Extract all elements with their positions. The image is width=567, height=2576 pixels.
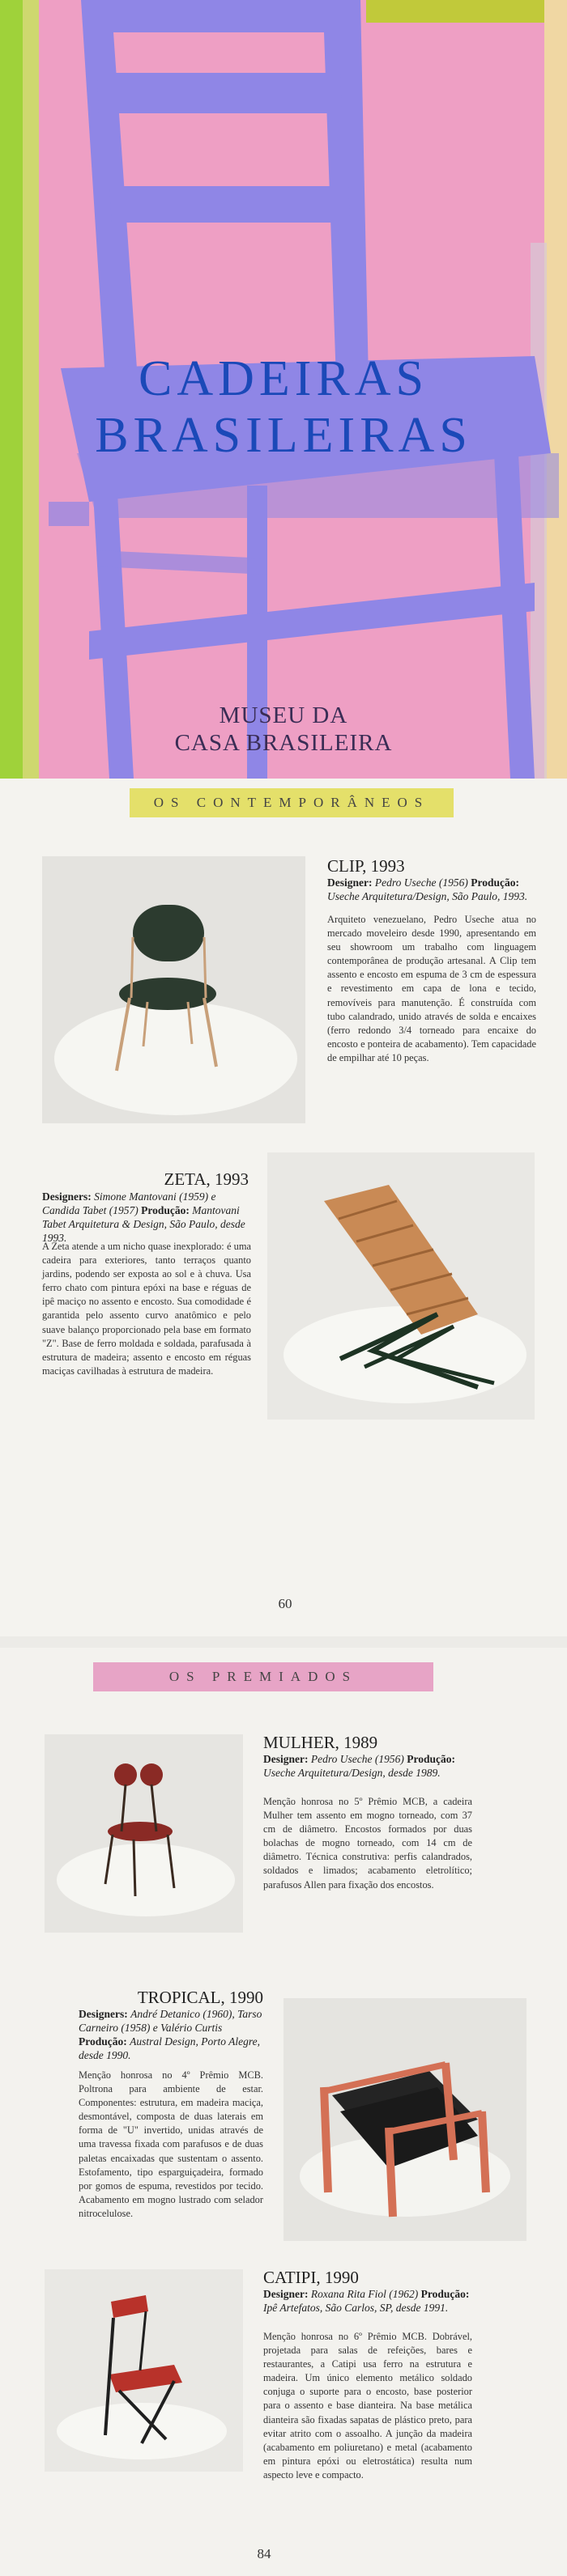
- clip-production-label: Produção:: [471, 876, 519, 889]
- clip-credits: [327, 876, 536, 903]
- mulher-credits: [263, 1752, 474, 1780]
- catipi-chair-photo: [45, 2269, 243, 2472]
- page-84: [0, 1648, 567, 2576]
- catipi-title: CATIPI, 1990: [263, 2268, 359, 2287]
- cover-publisher-line2: CASA BRASILEIRA: [174, 730, 393, 756]
- zeta-title: ZETA, 1993: [164, 1169, 249, 1189]
- clip-designers: Pedro Useche (1956): [374, 876, 468, 889]
- catipi-designers: Roxana Rita Fiol (1962): [310, 2288, 419, 2300]
- tropical-production: Austral Design, Porto Alegre, desde 1990.: [79, 2035, 260, 2061]
- catipi-description: Menção honrosa no 6º Prêmio MCB. Dobrável, projetada para salas de refeições, bares e restaurantes, a Catipi usa ferro na estrutura e madeira. Um único elemento metálico soldado conjuga o suporte para o encosto, base posterior para o assento e base dianteira. Na base metálica dianteira são fixadas sapatas de plástico preto, para evitar atrito com o assoalho. A junção da madeira (acabamento em poliuretano) e metal (acabamento em pintura epóxi ou eletrostática) resulta num aspecto leve e compacto.: [263, 2331, 472, 2481]
- tropical-production-label: Produção:: [79, 2035, 127, 2048]
- mulher-chair-photo: [45, 1734, 243, 1933]
- book-cover: [0, 0, 567, 779]
- catipi-production-label: Produção:: [420, 2288, 470, 2300]
- zeta-description: A Zeta atende a um nicho quase inexplorado: é uma cadeira para exteriores, tanto terraços quanto jardins, podendo ser exposta ao sol e à chuva. Usa ferro chato com pintura epóxi na base e réguas de ipê maciço no assento e encosto. Sua comodidade é garantida pelo assento curvo anatômico e pelo suave balanço proporcionado pela base em formato "Z". Base de ferro moldada e soldada, parafusada à estrutura de madeira; assento e encosto em réguas maciças cavilhadas à estrutura de madeira.: [42, 1241, 251, 1377]
- section-band-contemporaneos: OS CONTEMPORÂNEOS: [130, 788, 454, 817]
- cover-title-line1: CADEIRAS: [138, 351, 429, 406]
- mulher-production-label: Produção:: [407, 1753, 455, 1765]
- tropical-description: Menção honrosa no 4º Prêmio MCB. Poltrona para ambiente de estar. Componentes: estrutura, em madeira maciça, desmontável, composta de duas laterais em forma de "U" invertido, unidas através de uma travessa fixada com parafusos e de duas paletas encaixadas que sustentam o assento. Estofamento, tipo esparguiçadeira, formado por gomos de espuma, revestidos por tecido. Acabamento em mogno lustrado com selador nitrocelulose.: [79, 2069, 263, 2219]
- clip-production: Useche Arquitetura/Design, São Paulo, 1993.: [327, 890, 528, 902]
- clip-designers-label: Designer:: [327, 876, 373, 889]
- clip-title: CLIP, 1993: [327, 856, 405, 876]
- tropical-designers-label: Designers:: [79, 2008, 128, 2020]
- page-number-84: 84: [257, 2546, 271, 2561]
- zeta-production-label: Produção:: [141, 1204, 190, 1216]
- cover-title-line2: BRASILEIRAS: [95, 408, 472, 463]
- mulher-production: Useche Arquitetura/Design, desde 1989.: [263, 1767, 441, 1779]
- clip-chair-photo: [42, 856, 305, 1123]
- cover-publisher-line1: MUSEU DA: [219, 702, 348, 728]
- zeta-designers: Simone Mantovani (1959) e Candida Tabet (1957): [42, 1190, 216, 1216]
- zeta-credits: [42, 1190, 251, 1245]
- tropical-chair-photo: [284, 1998, 526, 2241]
- tropical-title: TROPICAL, 1990: [137, 1988, 263, 2007]
- tropical-designers: André Detanico (1960), Tarso Carneiro (1958) e Valério Curtis: [79, 2008, 262, 2034]
- mulher-description: Menção honrosa no 5º Prêmio MCB, a cadeira Mulher tem assento em mogno torneado, com 37 cm de diâmetro. Encostos formados por duas bolachas de mogno torneado, com 14 cm de diâmetro. Técnica construtiva: perfis calandrados, soldados e limados; acabamento eletrolítico; parafusos Allen para fixação dos encostos.: [263, 1796, 472, 1891]
- catipi-production: Ipê Artefatos, São Carlos, SP, desde 1991.: [263, 2302, 449, 2314]
- catipi-designers-label: Designer:: [263, 2288, 309, 2300]
- zeta-designers-label: Designers:: [42, 1190, 92, 1203]
- tropical-credits: [79, 2007, 263, 2062]
- catipi-credits: [263, 2287, 474, 2315]
- zeta-chair-photo: [267, 1152, 535, 1420]
- page-60: [0, 779, 567, 1636]
- page-number-60: 60: [278, 1596, 292, 1611]
- mulher-title: MULHER, 1989: [263, 1733, 378, 1752]
- clip-description: Arquiteto venezuelano, Pedro Useche atua no mercado moveleiro desde 1990, apresentando em seu showroom um trabalho com linguagem contemporânea de produção artesanal. A Clip tem assento e encosto em espuma de 3 cm de espessura e revestimento em capa de lona e tecido, removíveis para manutenção. É construída com tubo calandrado, unido através de solda e encaixes (ferro redondo 3/4 torneado para encaixe do encosto e ponteira de acabamento). Tem capacidade de empilhar até 10 peças.: [327, 914, 536, 1063]
- zeta-production: Mantovani Tabet Arquitetura & Design, São Paulo, desde 1993.: [42, 1204, 245, 1244]
- mulher-designers: Pedro Useche (1956): [310, 1753, 404, 1765]
- section-band-premiados: OS PREMIADOS: [93, 1662, 433, 1691]
- mulher-designers-label: Designer:: [263, 1753, 309, 1765]
